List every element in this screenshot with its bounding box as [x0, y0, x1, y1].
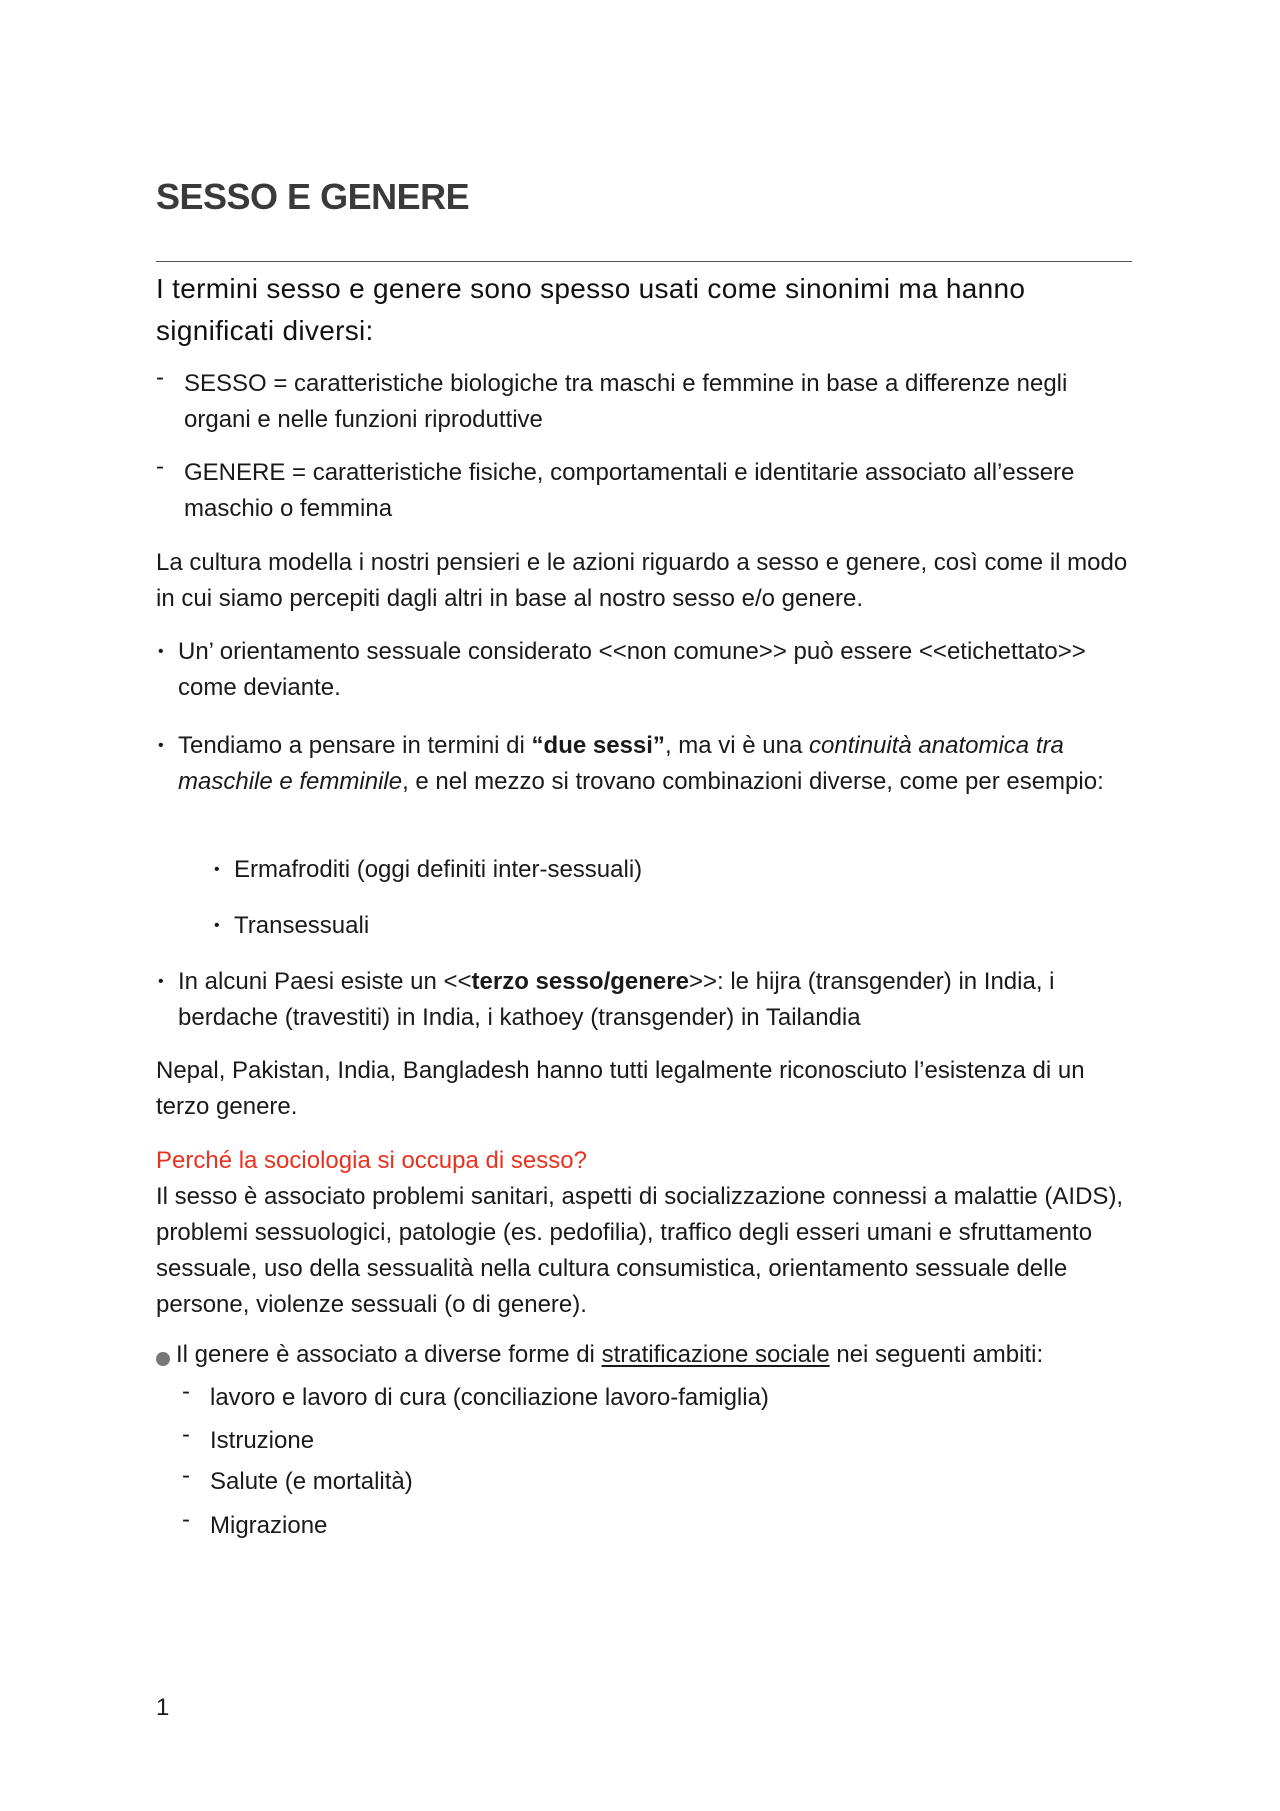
bold-text: “due sessi”	[531, 732, 665, 759]
bullet-terzo-sesso	[156, 964, 1136, 1036]
dash-marker: -	[156, 453, 164, 480]
bullet-orientamento	[156, 634, 1136, 706]
dash-marker: -	[156, 364, 164, 391]
bullet-due-sessi	[156, 728, 1136, 800]
dash-marker: -	[182, 1506, 190, 1533]
title-divider	[156, 261, 1132, 262]
definition-genere	[156, 455, 1136, 527]
definition-text: SESSO = caratteristiche biologiche tra maschi e femmine in base a differenze negli organi e nelle funzioni riproduttive	[184, 370, 1068, 433]
ambito-text: Istruzione	[210, 1427, 315, 1454]
sub-bullet-text: Ermafroditi (oggi definiti inter-sessuali)	[234, 856, 643, 883]
ambito-text: Salute (e mortalità)	[210, 1468, 413, 1495]
bullet-text: Un’ orientamento sessuale considerato <<non comune>> può essere <<etichettato>> come deviante.	[178, 638, 1086, 701]
culture-paragraph: La cultura modella i nostri pensieri e le azioni riguardo a sesso e genere, così come il modo in cui siamo percepiti dagli altri in base al nostro sesso e/o genere.	[156, 549, 1128, 612]
definition-text: GENERE = caratteristiche fisiche, comportamentali e identitarie associato all’essere maschio o femmina	[184, 459, 1075, 522]
bullet-marker: •	[158, 643, 164, 660]
grey-circle-icon	[156, 1352, 170, 1366]
bullet-marker: •	[158, 737, 164, 754]
ambito-istruzione	[182, 1423, 1082, 1459]
sub-bullet-text: Transessuali	[234, 912, 370, 939]
ambito-text: Migrazione	[210, 1512, 328, 1539]
ambito-salute	[182, 1464, 1082, 1500]
text-run: Il genere è associato a diverse forme di	[176, 1341, 602, 1368]
underlined-text: stratificazione sociale	[601, 1341, 830, 1368]
bullet-text	[178, 728, 1136, 800]
question-answer: Il sesso è associato problemi sanitari, aspetti di socializzazione connessi a malattie (AIDS), problemi sessuologici, patologie (es. pedofilia), traffico degli esseri umani e sfruttamento sessuale, uso della sessualità nella cultura consumistica, orientamento sessuale delle persone, violenze sessuali (o di genere).	[156, 1183, 1124, 1318]
nepal-paragraph: Nepal, Pakistan, India, Bangladesh hanno tutti legalmente riconosciuto l’esistenza di un terzo genere.	[156, 1057, 1085, 1120]
bold-text: terzo sesso/genere	[471, 968, 689, 995]
bullet-marker: •	[214, 861, 220, 878]
stratification-sentence	[176, 1337, 1043, 1373]
text-run: , ma vi è una	[664, 732, 810, 759]
italic-text: continuità anatomica tra maschile e femminile	[178, 732, 1064, 795]
intro-paragraph: I termini sesso e genere sono spesso usati come sinonimi ma hanno significati diversi:	[156, 273, 1026, 346]
ambito-migrazione	[182, 1508, 1082, 1544]
page-title: SESSO E GENERE	[156, 176, 470, 217]
dash-marker: -	[182, 1421, 190, 1448]
text-run: >>: le hijra (transgender) in India, i berdache (travestiti) in India, i kathoey (transgender) in Tailandia	[178, 968, 1055, 1031]
text-run: , e nel mezzo si trovano combinazioni diverse, come per esempio:	[402, 768, 1104, 795]
page-number: 1	[156, 1694, 170, 1721]
sub-bullet-transessuali	[214, 908, 1114, 944]
section-question: Perché la sociologia si occupa di sesso?	[156, 1147, 587, 1174]
ambito-text: lavoro e lavoro di cura (conciliazione lavoro-famiglia)	[210, 1384, 769, 1411]
bullet-text	[178, 964, 1136, 1036]
text-run: nei seguenti ambiti:	[829, 1341, 1044, 1368]
text-run: In alcuni Paesi esiste un <<	[178, 968, 472, 995]
bullet-marker: •	[158, 973, 164, 990]
dash-marker: -	[182, 1378, 190, 1405]
bullet-marker: •	[214, 917, 220, 934]
sub-bullet-ermafroditi	[214, 852, 1114, 888]
ambito-lavoro	[182, 1380, 1082, 1416]
definition-sesso	[156, 366, 1136, 438]
dash-marker: -	[182, 1462, 190, 1489]
text-run: Tendiamo a pensare in termini di	[178, 732, 532, 759]
